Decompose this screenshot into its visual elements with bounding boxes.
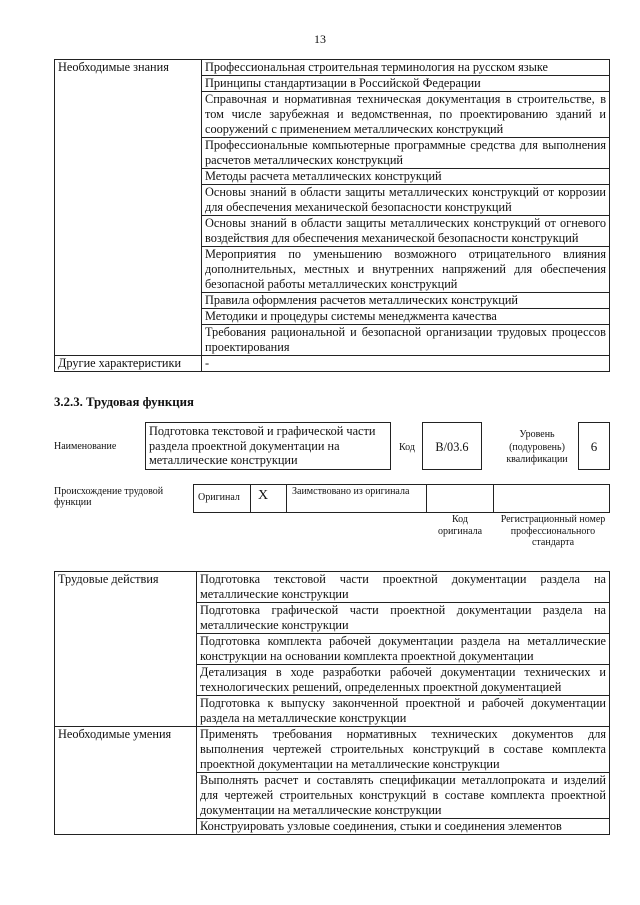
code-original-caption: Код оригинала xyxy=(437,514,483,537)
origin-divider-1 xyxy=(250,484,287,513)
row-item: Основы знаний в области защиты металлических конструкций от коррозии для обеспечения механической безопасности конструкций xyxy=(202,185,610,216)
borrowed-label: Заимствовано из оригинала xyxy=(292,486,410,497)
table-row xyxy=(55,727,610,773)
row-item: Применять требования нормативных технических документов для выполнения чертежей строительных конструкций в составе комплекта проектной документации на металлические конструкции xyxy=(197,727,610,773)
row-item: Выполнять расчет и составлять спецификации металлопроката и изделий для чертежей строительных конструкций в составе комплекта проектной документации на металлические конструкции xyxy=(197,773,610,819)
original-label: Оригинал xyxy=(198,492,240,503)
row-item: - xyxy=(202,356,610,372)
level-value: 6 xyxy=(590,439,598,454)
row-item: Профессиональная строительная терминология на русском языке xyxy=(202,60,610,76)
code-box xyxy=(422,422,482,470)
row-label: Трудовые действия xyxy=(55,572,197,727)
table-row xyxy=(55,60,610,76)
original-mark: X xyxy=(258,488,269,503)
page-number: 13 xyxy=(314,32,326,46)
level-box xyxy=(578,422,610,470)
name-label: Наименование xyxy=(54,441,117,452)
row-item: Подготовка текстовой части проектной документации раздела на металлические конструкции xyxy=(197,572,610,603)
level-label: Уровень (подуровень) квалификации xyxy=(506,429,568,465)
origin-label: Происхождение трудовой функции xyxy=(54,486,164,508)
origin-divider-2 xyxy=(426,484,494,513)
row-label: Другие характеристики xyxy=(55,356,202,372)
section-heading: 3.2.3. Трудовая функция xyxy=(54,395,194,409)
row-item: Подготовка графической части проектной документации раздела на металлические конструкции xyxy=(197,603,610,634)
labor-actions-table xyxy=(54,571,610,835)
table-row xyxy=(55,356,610,372)
row-label: Необходимые знания xyxy=(55,60,202,356)
row-item: Подготовка к выпуску законченной проектной и рабочей документации раздела на металлические конструкции xyxy=(197,696,610,727)
function-name: Подготовка текстовой и графической части раздела проектной документации на металлические конструкции xyxy=(149,424,376,467)
row-item: Основы знаний в области защиты металлических конструкций от огневого воздействия для обеспечения механической безопасности конструкций xyxy=(202,216,610,247)
row-item: Принципы стандартизации в Российской Федерации xyxy=(202,76,610,92)
row-item: Методы расчета металлических конструкций xyxy=(202,169,610,185)
reg-number-caption: Регистрационный номер профессионального стандарта xyxy=(500,514,606,548)
row-item: Мероприятия по уменьшению возможного отрицательного влияния дополнительных, местных и внутренних напряжений для обеспечения безопасной работы металлических конструкций xyxy=(202,247,610,293)
row-item: Методики и процедуры системы менеджмента качества xyxy=(202,309,610,325)
row-item: Конструировать узловые соединения, стыки и соединения элементов xyxy=(197,819,610,835)
knowledge-table xyxy=(54,59,610,372)
code-value: B/03.6 xyxy=(435,440,469,454)
code-label: Код xyxy=(399,442,415,453)
row-item: Требования рациональной и безопасной организации трудовых процессов проектирования xyxy=(202,325,610,356)
function-name-box xyxy=(145,422,391,470)
row-item: Детализация в ходе разработки рабочей документации технических и технологических решений, определенных проектной документацией xyxy=(197,665,610,696)
row-item: Справочная и нормативная техническая документация в строительстве, в том числе зарубежная и ведомственная, по проектированию зданий и сооружений с применением металлических конструкций xyxy=(202,92,610,138)
table-row xyxy=(55,572,610,603)
row-item: Профессиональные компьютерные программные средства для выполнения расчетов металлических конструкций xyxy=(202,138,610,169)
row-item: Подготовка комплекта рабочей документации раздела на металлические конструкции на основании комплекта проектной документации xyxy=(197,634,610,665)
row-label: Необходимые умения xyxy=(55,727,197,835)
row-item: Правила оформления расчетов металлических конструкций xyxy=(202,293,610,309)
